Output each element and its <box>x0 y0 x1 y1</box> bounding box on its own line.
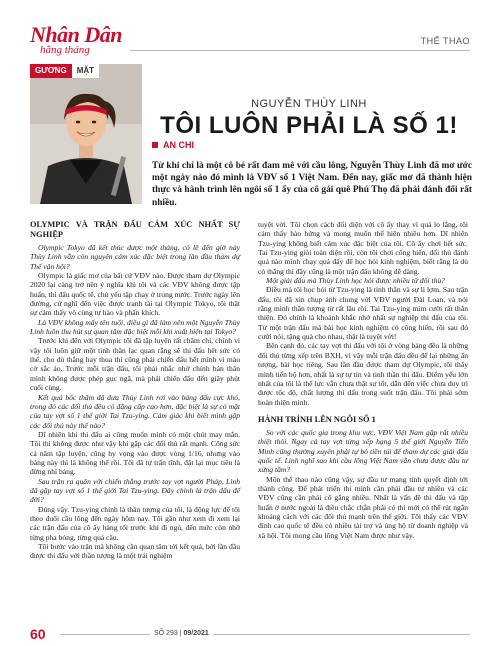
athlete-photo <box>30 64 142 204</box>
section-label: THỂ THAO <box>420 36 470 46</box>
logo-main-text: Nhân Dân <box>30 22 122 47</box>
interview-answer: Tôi bước vào trận mà không cần quan tâm tới kết quả, bởi lần đầu được thi đấu với thần tượng là một trải nghiệm <box>30 542 240 561</box>
issue-number: SỐ 293 | <box>154 630 182 637</box>
interview-question: Kết quả bốc thăm đã đưa Thùy Linh rơi vào bảng đấu cực khó, trong đó các đối thủ đều có đẳng cấp cao hơn, đặc biệt là sự có mặt của tay vợt số 1 thế giới Tai Tzu-ying. Cảm giác khi biết mình gặp các đối thủ này thế nào? <box>30 392 240 430</box>
issue-info <box>150 630 213 637</box>
column-tag-part1: GƯƠNG <box>30 64 72 78</box>
page-number: 60 <box>30 626 46 642</box>
interview-question: Sau trận ra quân với chiến thắng trước tay vợt người Pháp, Linh đã gặp tay vợt số 1 thế giới Tai Tzu-ying. Đây chính là trận đấu để đời? <box>30 476 240 505</box>
issue-date: 09/2021 <box>183 630 209 637</box>
right-column <box>258 220 468 540</box>
athlete-name: NGUYỄN THÙY LINH <box>251 98 367 110</box>
interview-answer: Olympic là giấc mơ của bất cứ VĐV nào. Được tham dự Olympic 2020 lại càng trở nên ý nghĩa khi tôi và các VĐV không được tập huấn, thi đấu quốc tế, chủ yếu tập chay ở trong nước. Trước ngày lên đường, cứ nghĩ đến việc được tranh tài tại Olympic Tokyo, tôi thật sự cảm thấy vô cùng tự hào và phấn khích. <box>30 271 240 318</box>
interview-question: Một giải đấu mà Thùy Linh học hỏi được nhiều từ đối thủ? <box>266 276 445 286</box>
column-tag <box>30 64 99 78</box>
logo-sub-text: hằng tháng <box>40 44 90 56</box>
author-name: AN CHI <box>163 140 194 150</box>
author-byline <box>152 140 194 150</box>
interview-answer: Trước khi đến với Olympic tôi đã tập luyện rất chăm chỉ, chính vì vậy tôi luôn giữ một tinh thần lạc quan rằng sẽ thi đấu hết sức có thể, cho dù thắng hay thua thì cũng phải chiến đấu hết mình vì màu cờ sắc áo. Trước mỗi trận đấu, tôi phải nhắc nhở chính bản thân mình không được phép gục ngã, mà phải chiến đấu đến giây phút cuối cùng. <box>30 336 240 393</box>
article-lead: Từ khi chỉ là một cô bé rất đam mê với cầu lông, Nguyễn Thùy Linh đã mơ ước một ngày nào đó mình là VĐV số 1 Việt Nam. Đến nay, giấc mơ đã thành hiện thực và hành trình lên ngôi số 1 ấy của cô gái quê Phú Thọ đã phải đánh đổi rất nhiều. <box>152 161 472 208</box>
newspaper-logo <box>30 22 122 58</box>
interview-answer: Bên cạnh đó, các tay vợt thi đấu với tôi ở vòng bảng đều là những đối thủ từng xếp trên BXH, vì vậy mỗi trận đấu đều để lại những ấn tượng, bài học riêng. Sau lần đầu được tham dự Olympic, tôi thấy mình tiến bộ hơn, nhất là sự tự tin và tinh thần thi đấu. Điểm yếu lớn nhất của tôi là thể lực vẫn chưa thật sự tốt, dẫn đến việc chưa duy trì được tốc độ, chất lượng thi đấu trong suốt trận đấu. Tôi phải sớm hoàn thiện mình. <box>258 341 468 407</box>
column-tag-part2: MẶT <box>72 64 99 78</box>
section-heading-olympic: OLYMPIC VÀ TRẬN ĐẤU CẢM XÚC NHẤT SỰ NGHIỆP <box>30 220 240 239</box>
interview-answer: Đúng vậy. Tzu-ying chính là thần tượng của tôi, là động lực để tôi theo đuổi cầu lông đến ngày hôm nay. Tôi gần như xem đi xem lại các trận đấu của cô ấy hàng tối trước khi đi ngủ, đến mức còn nhớ từng pha bóng, từng quả cầu. <box>30 504 240 542</box>
interview-answer: tuyệt vời. Tôi chọn cách đối diện với cô ấy thay vì quá lo lắng, tôi cảm thấy hào hứng và mong muốn thể hiện nhiều hơn. Dĩ nhiên Tzu-ying không biết cảm xúc đặc biệt của tôi. Cô ấy chơi hết sức. Tai Tzu-ying giỏi toàn diện rồi, còn tôi chơi cống hiến, đối thủ đánh quả nào mình chạy quả đấy để học hỏi kinh nghiệm, biết rằng là dù có thắng thì đây cũng là một trận đấu không dễ dàng. <box>258 220 468 276</box>
interview-answer: Dĩ nhiên khi thi đấu ai cũng muốn mình có một chút may mắn. Tôi thì không được như vậy khi gặp các đối thủ rất mạnh. Công sức cả năm tập luyện, cũng hy vọng vào được vòng 1/16, nhưng vào bảng này thì là không thể rồi. Tôi đã tự trấn tĩnh, đặt lại mục tiêu là đừng nhì bảng. <box>30 429 240 477</box>
byline-square-icon <box>152 142 158 148</box>
section-heading-journey: HÀNH TRÌNH LÊN NGÔI SỐ 1 <box>258 414 376 424</box>
interview-question: Là VĐV không mấy tên tuổi, điều gì đã làm nên một Nguyễn Thùy Linh luôn thu hút sự quan tâm đặc biệt mỗi khi xuất hiện tại Tokyo? <box>30 317 240 337</box>
article-headline: TÔI LUÔN PHẢI LÀ SỐ 1! <box>160 112 458 139</box>
athlete-photo-illustration <box>30 64 142 204</box>
interview-question: So với các quốc gia trong khu vực, VĐV Việt Nam gặp rất nhiều thiệt thòi. Ngay cả tay vợt từng xếp hạng 5 thế giới Nguyễn Tiến Minh cũng thường xuyên phải tự bỏ tiền túi để tham dự các giải đấu quốc tế. Linh nghĩ sao khi cầu lông Việt Nam vẫn chưa được đầu tư xứng tầm? <box>258 427 468 475</box>
left-column <box>30 220 240 561</box>
interview-question: Olympic Tokyo đã kết thúc được một tháng, có lẽ đến giờ này Thùy Linh vẫn còn nguyên cảm xúc đặc biệt trong lần đầu tham dự Thế vận hội? <box>30 243 240 271</box>
header-rule <box>130 50 470 51</box>
interview-answer: Môn thể thao nào cũng vậy, sự đầu tư mang tính quyết định tới thành công. Để phát triển thì mình cần phải đầu tư nhiều và các VĐV cũng cần phải cố gắng nhiều. Nhất là vấn đề thi đấu và tập huấn ở nước ngoài là điều chắc chắn phải có thì mới có thể rút ngắn khoảng cách với các đối thủ mạnh trên thế giới. Tôi thấy các VĐV đỉnh cao quốc tế đều có nhiều tài trợ và ủng hộ từ doanh nghiệp và xã hội. Tôi mong cầu lông Việt Nam được như vậy. <box>258 474 468 540</box>
footer-rule <box>60 634 470 635</box>
interview-answer: Điều mà tôi học hỏi từ Tzu-ying là tinh thần và sự lì lợm. Sau trận đấu, tôi đã xin chụp ảnh chung với VĐV người Đài Loan, và nói rằng mình thần tượng từ rất lâu rồi. Tai Tzu-ying mỉm cười rất thân thiện. Đó chính là khoảnh khắc nhớ nhất sự nghiệp thi đấu của tôi. Từ một trận đấu mà bài học kinh nghiệm có công hiến, rồi sau đó cười nói, tặng quà cho nhau, thật là tuyệt vời! <box>258 285 468 342</box>
